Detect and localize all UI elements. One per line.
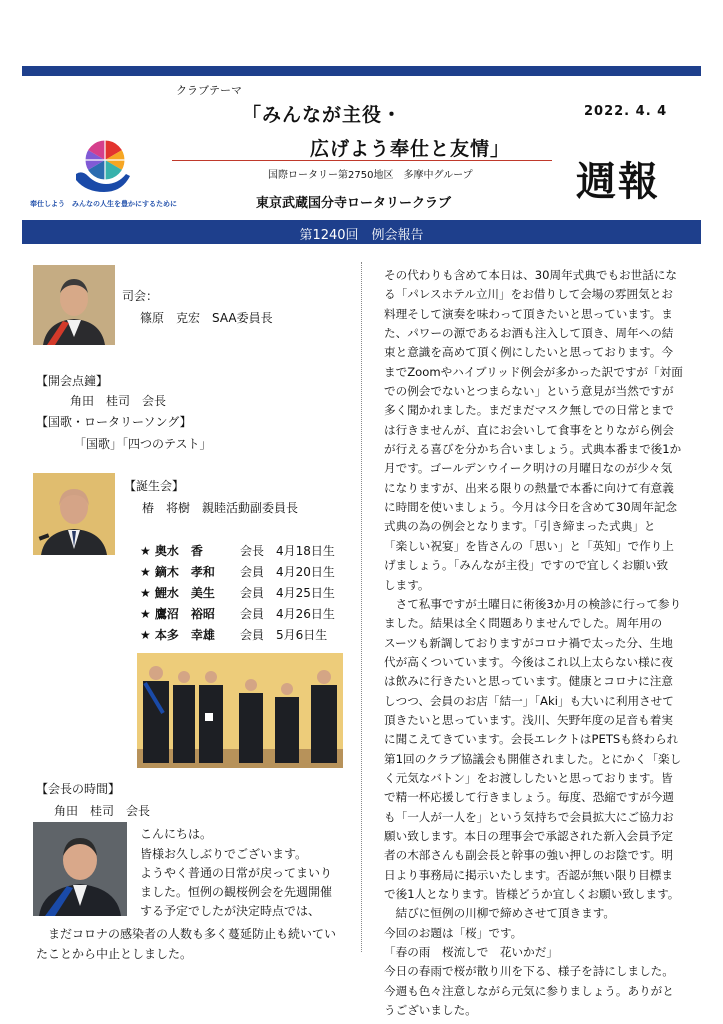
- speech-line: は飲みに行きたいと思っています。健康とコロナに注意: [384, 674, 673, 689]
- song-names: 「国歌」「四つのテスト」: [74, 437, 212, 451]
- birthday-member-date: 4月26日生: [276, 607, 335, 621]
- opening-bell-heading: 【開会点鐘】: [36, 374, 109, 388]
- birthday-member-role: 会長: [240, 544, 265, 558]
- speech-line: 式典の為の例会となります。「引き締まった式典」と: [384, 519, 656, 534]
- mc-portrait-photo: [33, 265, 115, 345]
- birthday-member-role: 会員: [240, 628, 265, 642]
- president-tail-line: まだコロナの感染者の人数も多く蔓延防止も続いてい: [36, 927, 337, 941]
- theme-line-2: 広げよう奉仕と友情」: [310, 138, 511, 160]
- speech-line: は行きませんが、直にお会いして食事をとりながら例会: [384, 422, 674, 437]
- birthday-row: [140, 605, 335, 622]
- song-heading: 【国歌・ロータリーソング】: [36, 415, 192, 429]
- speech-line: さて私事ですが土曜日に術後3か月の検診に行って参り: [384, 596, 682, 611]
- speech-line: します。: [384, 577, 430, 592]
- speech-line: に聞こえてきています。会長エレクトはPETSも終わられ: [384, 732, 679, 747]
- speech-line: 結びに恒例の川柳で締めさせて頂きます。: [384, 906, 615, 921]
- speech-line: での例会でないとつまらない」という意見が当然ですが: [384, 384, 674, 399]
- president-line: こんにちは。: [140, 827, 213, 841]
- speech-line: た、パワーの源であるお酒も注入して頂き、周年への結: [384, 326, 674, 341]
- meeting-banner: [22, 220, 701, 244]
- speech-line: も「一人が一人を」という気持ちで会員拡大にご協力お: [384, 809, 674, 824]
- theme-underline: [172, 160, 552, 161]
- birthday-presenter-photo: [33, 473, 115, 555]
- speech-line: 多く聞かれました。まだまだマスク無しでの日常とまで: [384, 403, 674, 418]
- issue-date: 2022. 4. 4: [584, 104, 668, 119]
- president-line: ました。恒例の観桜例会を先週開催: [140, 885, 333, 899]
- speech-line: で精一杯応援して行きましょう。毎度、恐縮ですが今週: [384, 790, 674, 805]
- club-name: 東京武蔵国分寺ロータリークラブ: [256, 196, 452, 211]
- mc-name: 篠原 克宏 SAA委員長: [140, 311, 273, 325]
- birthday-member-date: 4月20日生: [276, 565, 335, 579]
- opening-bell-name: 角田 桂司 会長: [70, 394, 167, 408]
- speech-line: 「楽しい祝宴」を皆さんの「思い」と「英知」で作り上: [384, 538, 674, 553]
- speech-line: 頂きたいと思っています。浅川、矢野年度の足音も着実: [384, 712, 673, 727]
- meeting-banner-title: 第1240回 例会報告: [299, 228, 424, 243]
- birthday-member-date: 4月18日生: [276, 544, 335, 558]
- speech-line: く元気なバトン」をお渡ししたいと思っております。皆: [384, 770, 673, 785]
- birthday-member-role: 会員: [240, 607, 265, 621]
- birthday-heading: 【誕生会】: [124, 479, 185, 493]
- club-theme-label: クラブテーマ: [176, 84, 242, 97]
- birthday-row: [140, 626, 327, 643]
- column-divider: [361, 262, 362, 952]
- speech-line: 日より事務局に掲示いたします。否認が無い限り目標ま: [384, 867, 673, 882]
- birthday-member-date: 4月25日生: [276, 586, 335, 600]
- president-name: 角田 桂司 会長: [54, 804, 151, 818]
- birthday-row: [140, 563, 335, 580]
- speech-line: になりますが、出来る限りの熱量で本番に向けて有意義: [384, 480, 674, 495]
- speech-line: 料理そして演奏を味わって頂きたいと思っています。ま: [384, 306, 673, 321]
- district-label: 国際ロータリー第2750地区 多摩中グループ: [268, 170, 473, 181]
- speech-line: が行える喜びを分かち合いましょう。式典本番まで後1か: [384, 442, 682, 457]
- speech-line: 月です。ゴールデンウイーク明けの月曜日なのが少々気: [384, 461, 673, 476]
- speech-line: 今日の春雨で桜が散り川を下る、様子を詩にしました。: [384, 964, 674, 979]
- senryu: 「春の雨 桜流しで 花いかだ」: [384, 945, 558, 960]
- theme-line-1: 「みんなが主役・: [242, 104, 403, 126]
- mc-label: 司会：: [122, 289, 159, 303]
- president-tail-line: たことから中止としました。: [36, 947, 193, 961]
- speech-line: しつつ、会員のお店「結一」「Aki」も大いに利用させて: [384, 693, 674, 708]
- birthday-member-role: 会員: [240, 586, 265, 600]
- speech-line: 今週も色々注意しながら元気に参りましょう。ありがと: [384, 983, 674, 998]
- birthday-presenter: 椿 将樹 親睦活動副委員長: [142, 501, 299, 515]
- speech-line: 第1回のクラブ協議会も開催されました。とにかく「楽し: [384, 751, 682, 766]
- birthday-member-name: ★ 鷹沼 裕昭: [140, 607, 215, 621]
- weekly-title: 週報: [576, 158, 660, 205]
- speech-line: 者の木部さんも副会長と幹事の強い押しのお陰です。明: [384, 848, 673, 863]
- birthday-member-name: ★ 本多 幸雄: [140, 628, 215, 642]
- speech-line: 願い致します。本日の理事会で承認された新入会員予定: [384, 828, 673, 843]
- birthday-member-name: ★ 鯉水 美生: [140, 586, 215, 600]
- birthday-row: [140, 542, 335, 559]
- speech-line: その代わりも含めて本日は、30周年式典でもお世話にな: [384, 268, 678, 282]
- top-rule: [22, 66, 701, 76]
- birthday-row: [140, 584, 335, 601]
- speech-line: げましょう。「みんなが主役」ですので宜しくお願い致: [384, 558, 669, 573]
- birthday-member-date: 5月6日生: [276, 628, 328, 642]
- president-line: ようやく普通の日常が戻ってまいり: [140, 866, 333, 880]
- speech-line: 束と意識を高めて頂く例にしたいと思っております。今: [384, 345, 673, 360]
- birthday-group-photo: [137, 653, 343, 768]
- speech-line: スーツも新調しておりますがコロナ禍で太った分、生地: [384, 635, 673, 650]
- rotary-theme-logo-icon: [72, 136, 134, 196]
- rotary-slogan: 奉仕しよう みんなの人生を豊かにするために: [30, 200, 177, 208]
- speech-line: で後1人となります。皆様どうか宜しくお願い致します。: [384, 887, 680, 901]
- speech-line: うございました。: [384, 1003, 477, 1018]
- speech-line: までZoomやハイブリッド例会が多かった訳ですが「対面: [384, 364, 683, 379]
- birthday-member-name: ★ 奥水 香: [140, 544, 203, 558]
- speech-line: ました。結果は全く問題ありませんでした。周年用の: [384, 616, 663, 631]
- president-speech-continued: [384, 266, 694, 1020]
- speech-line: に時間を使いましょう。今月は今日を含めて30周年記念: [384, 500, 678, 515]
- speech-line: る「パレスホテル立川」をお借りして会場の雰囲気とお: [384, 287, 673, 302]
- president-line: 皆様お久しぶりでございます。: [140, 847, 308, 861]
- speech-line: 今回のお題は「桜」です。: [384, 925, 523, 940]
- birthday-member-role: 会員: [240, 565, 265, 579]
- president-portrait-photo: [33, 822, 127, 916]
- president-time-heading: 【会長の時間】: [36, 782, 121, 796]
- president-line: する予定でしたが決定時点では、: [140, 904, 321, 918]
- birthday-member-name: ★ 鏑木 孝和: [140, 565, 215, 579]
- speech-line: 代が高くついています。今後はこれ以上太らない様に夜: [384, 654, 673, 669]
